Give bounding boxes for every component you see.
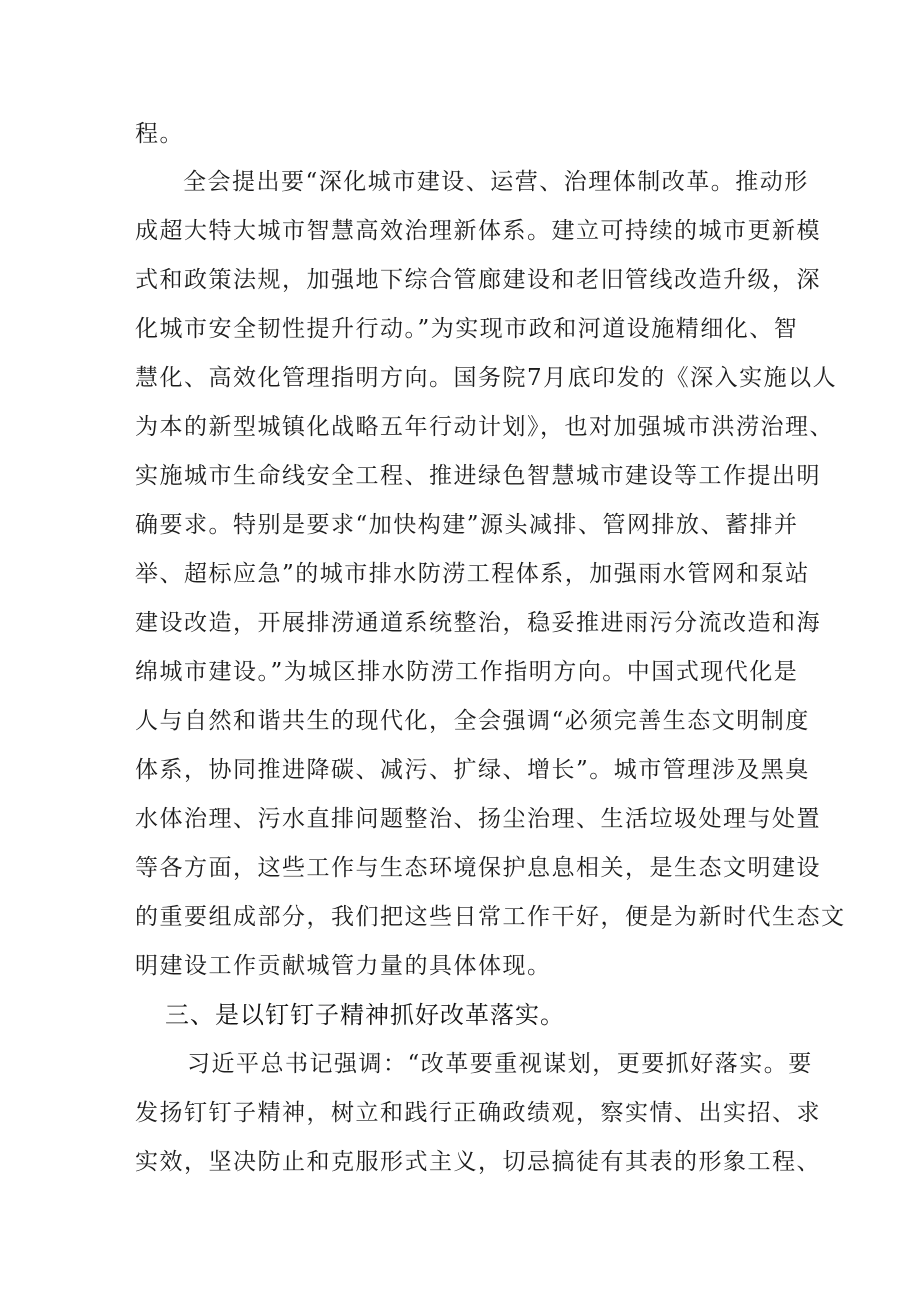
text-line: 发扬钉钉子精神，树立和践行正确政绩观，察实情、出实招、求 <box>135 1100 821 1126</box>
text-line: 化城市安全韧性提升行动。”为实现市政和河道设施精细化、智 <box>135 316 799 342</box>
text-line: 举、超标应急”的城市排水防涝工程体系，加强雨水管网和泵站 <box>135 561 810 587</box>
text-line: 式和政策法规，加强地下综合管廊建设和老旧管线改造升级，深 <box>135 267 821 293</box>
text-line: 全会提出要“深化城市建设、运营、治理体制改革。推动形 <box>183 169 809 195</box>
text-line: 成超大特大城市智慧高效治理新体系。建立可持续的城市更新模 <box>135 218 821 244</box>
text-line: 人与自然和谐共生的现代化，全会强调“必须完善生态文明制度 <box>135 708 810 734</box>
text-line: 水体治理、污水直排问题整治、扬尘治理、生活垃圾处理与处置 <box>135 806 821 832</box>
text-line: 慧化、高效化管理指明方向。国务院7月底印发的《深入实施以人 <box>135 365 838 391</box>
text-line: 的重要组成部分，我们把这些日常工作干好，便是为新时代生态文 <box>135 904 846 930</box>
text-line: 建设改造，开展排涝通道系统整治，稳妥推进雨污分流改造和海 <box>135 610 821 636</box>
text-line: 为本的新型城镇化战略五年行动计划》，也对加强城市洪涝治理、 <box>135 414 834 440</box>
text-line: 实效，坚决防止和克服形式主义，切忌搞徒有其表的形象工程、 <box>135 1149 821 1175</box>
text-line: 确要求。特别是要求“加快构建”源头减排、管网排放、蓄排并 <box>135 512 799 538</box>
text-line: 绵城市建设。”为城区排水防涝工作指明方向。中国式现代化是 <box>135 659 799 685</box>
text-line: 程。 <box>135 121 184 147</box>
text-line: 实施城市生命线安全工程、推进绿色智慧城市建设等工作提出明 <box>135 463 821 489</box>
text-line: 明建设工作贡献城管力量的具体体现。 <box>135 953 552 979</box>
section-heading: 三、是以钉钉子精神抓好改革落实。 <box>165 1001 565 1029</box>
text-line: 等各方面，这些工作与生态环境保护息息相关，是生态文明建设 <box>135 855 821 881</box>
text-line: 体系，协同推进降碳、减污、扩绿、增长”。城市管理涉及黑臭 <box>135 757 810 783</box>
text-line: 习近平总书记强调：“改革要重视谋划，更要抓好落实。要 <box>187 1051 813 1077</box>
